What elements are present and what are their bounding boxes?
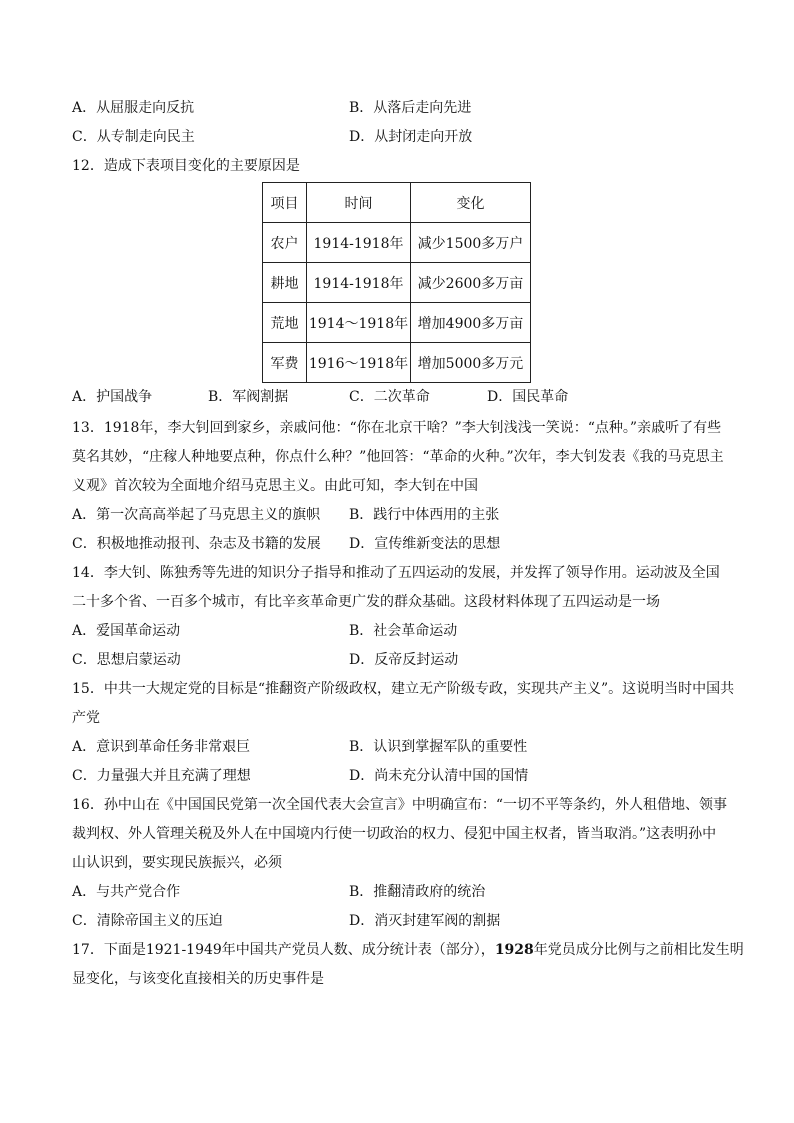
- q13-stem-line-1: 13．1918年，李大钊回到家乡，亲戚问他：“你在北京干啥？”李大钊浅浅一笑说：“点种。”亲戚听了有些: [72, 420, 722, 436]
- table-cell: 减少1500多万户: [411, 223, 531, 263]
- q16-option-a: A．与共产党合作: [72, 884, 181, 900]
- table-row: [263, 303, 531, 343]
- q14-option-d: D．反帝反封运动: [349, 652, 459, 668]
- q14-option-a: A．爱国革命运动: [72, 623, 181, 639]
- q12-option-c: C．二次革命: [349, 389, 430, 405]
- q16-option-b: B．推翻清政府的统治: [349, 884, 486, 900]
- table-row: [263, 343, 531, 383]
- table-cell: 减少2600多万亩: [411, 263, 531, 303]
- table-cell: 增加4900多万亩: [411, 303, 531, 343]
- table-header-row: [263, 183, 531, 223]
- table-cell: 1916～1918年: [307, 343, 411, 383]
- q16-option-d: D．消灭封建军阀的割据: [349, 913, 501, 929]
- q13-stem-line-2: 莫名其妙，“庄稼人种地要点种，你点什么种？”他回答：“革命的火种。”次年，李大钊发表《我的马克思主: [72, 449, 724, 465]
- table-cell: 1914-1918年: [307, 223, 411, 263]
- q15-option-a: A．意识到革命任务非常艰巨: [72, 739, 251, 755]
- q15-option-b: B．认识到掌握军队的重要性: [349, 739, 528, 755]
- table-header-cell: 时间: [307, 183, 411, 223]
- table-cell: 增加5000多万元: [411, 343, 531, 383]
- q17-stem-line-2: 显变化，与该变化直接相关的历史事件是: [72, 971, 324, 987]
- q13-option-d: D．宣传维新变法的思想: [349, 536, 501, 552]
- table-cell: 1914～1918年: [307, 303, 411, 343]
- q11-option-b: B．从落后走向先进: [349, 100, 472, 116]
- table-header-cell: 项目: [263, 183, 307, 223]
- q16-stem-line-3: 山认识到，要实现民族振兴，必须: [72, 855, 282, 871]
- q13-stem-line-3: 义观》首次较为全面地介绍马克思主义。由此可知，李大钊在中国: [72, 478, 478, 494]
- q14-option-b: B．社会革命运动: [349, 623, 458, 639]
- table-header-cell: 变化: [411, 183, 531, 223]
- q15-stem-line-2: 产党: [72, 710, 100, 726]
- q12-option-b: B．军阀割据: [208, 389, 289, 405]
- q11-option-c: C．从专制走向民主: [72, 129, 195, 145]
- table-row: [263, 263, 531, 303]
- table-cell: 1914-1918年: [307, 263, 411, 303]
- q17-stem-part-2: 年党员成分比例与之前相比发生明: [533, 942, 744, 958]
- q15-option-d: D．尚未充分认清中国的国情: [349, 768, 529, 784]
- q12-option-a: A．护国战争: [72, 389, 153, 405]
- q14-stem-line-1: 14．李大钊、陈独秀等先进的知识分子指导和推动了五四运动的发展，并发挥了领导作用。运动波及全国: [72, 565, 720, 581]
- q17-stem-year: 1928: [494, 942, 534, 958]
- table-cell: 军费: [263, 343, 307, 383]
- table-cell: 农户: [263, 223, 307, 263]
- table-cell: 耕地: [263, 263, 307, 303]
- q15-stem-line-1: 15．中共一大规定党的目标是“推翻资产阶级政权，建立无产阶级专政，实现共产主义”。这说明当时中国共: [72, 681, 735, 697]
- table-row: [263, 223, 531, 263]
- table-cell: 荒地: [263, 303, 307, 343]
- q12-stem: 12．造成下表项目变化的主要原因是: [72, 158, 300, 174]
- q13-option-c: C．积极地推动报刊、杂志及书籍的发展: [72, 536, 321, 552]
- q14-option-c: C．思想启蒙运动: [72, 652, 181, 668]
- q11-option-a: A．从屈服走向反抗: [72, 100, 195, 116]
- q17-stem-line-1: [72, 940, 744, 960]
- q15-option-c: C．力量强大并且充满了理想: [72, 768, 251, 784]
- q11-option-d: D．从封闭走向开放: [349, 129, 473, 145]
- q16-stem-line-1: 16．孙中山在《中国国民党第一次全国代表大会宣言》中明确宣布：“一切不平等条约，外人租借地、领事: [72, 797, 727, 813]
- q14-stem-line-2: 二十多个省、一百多个城市，有比辛亥革命更广发的群众基础。这段材料体现了五四运动是一场: [72, 594, 660, 610]
- q12-table: [262, 182, 531, 383]
- q16-option-c: C．清除帝国主义的压迫: [72, 913, 223, 929]
- q13-option-a: A．第一次高高举起了马克思主义的旗帜: [72, 507, 321, 523]
- q13-option-b: B．践行中体西用的主张: [349, 507, 500, 523]
- q17-stem-part-1: 17．下面是1921-1949年中国共产党员人数、成分统计表（部分），: [72, 942, 495, 958]
- q16-stem-line-2: 裁判权、外人管理关税及外人在中国境内行使一切政治的权力、侵犯中国主权者，皆当取消。”这表明孙中: [72, 826, 717, 842]
- q12-option-d: D．国民革命: [487, 389, 569, 405]
